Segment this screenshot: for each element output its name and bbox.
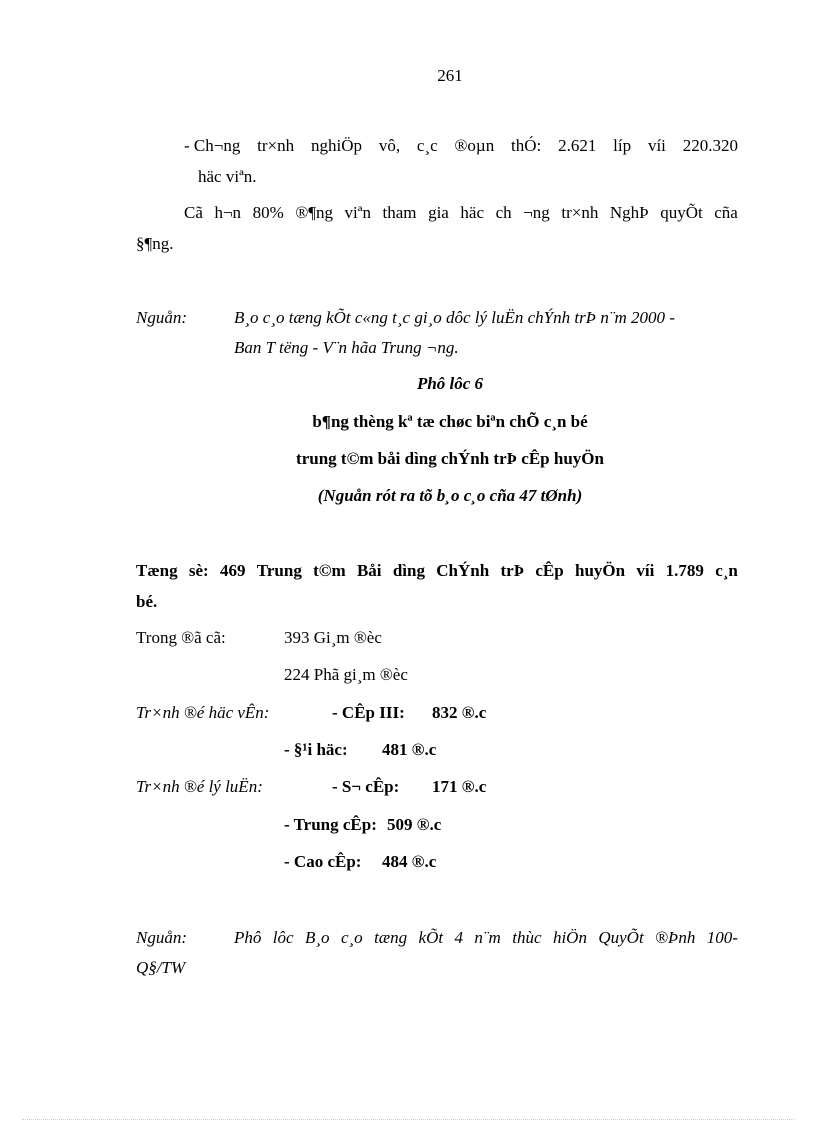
word: h¬n — [214, 203, 242, 222]
paragraph-1-line-2: häc viªn. — [198, 167, 257, 186]
word: ®¶ng — [295, 203, 333, 222]
word: c¸c — [416, 136, 438, 155]
summary-line-2: bé. — [136, 592, 158, 611]
word: 1.789 — [665, 561, 704, 580]
daihoc-label: - §¹i häc: — [284, 740, 348, 759]
word: ®Þnh — [655, 928, 696, 947]
daihoc-value: 481 ®.c — [382, 740, 437, 759]
word: t©m — [313, 561, 346, 580]
word: Trung — [256, 561, 302, 580]
word: 2.621 — [558, 136, 597, 155]
source-1-line-1: B¸o c¸o tæng kÕt c«ng t¸c gi¸o dôc lý luËn chÝnh trÞ n¨m 2000 - — [234, 308, 675, 327]
word: 469 — [220, 561, 246, 580]
trungcap-label: - Trung cÊp: — [284, 815, 377, 834]
word: líp — [613, 136, 632, 155]
socap-label: - S¬ cÊp: — [332, 777, 400, 796]
word: dìng — [392, 561, 425, 580]
word: ®oµn — [454, 136, 495, 155]
caocap-value: 484 ®.c — [382, 852, 437, 871]
word: nghiÖp — [310, 136, 362, 155]
word: ChÝnh — [436, 561, 490, 580]
word: víi — [636, 561, 655, 580]
word: ch — [495, 203, 512, 222]
word: viªn — [344, 203, 371, 222]
word: häc — [460, 203, 485, 222]
word: tr×nh — [257, 136, 295, 155]
word: trÞ — [500, 561, 525, 580]
word: tham — [382, 203, 417, 222]
word: kÕt — [418, 928, 444, 947]
paragraph-2-line-2: §¶ng. — [136, 234, 174, 253]
paragraph-1-line-1 — [184, 136, 738, 156]
word: 220.320 — [682, 136, 738, 155]
trong-do-label: Trong ®ã cã: — [136, 628, 226, 647]
word: huyÖn — [575, 561, 626, 580]
cap3-label: - CÊp III: — [332, 703, 405, 722]
source-2-line-1 — [234, 928, 738, 948]
word: Båi — [356, 561, 382, 580]
theory-label: Tr×nh ®é lý luËn: — [136, 777, 263, 796]
word: QuyÕt — [598, 928, 644, 947]
appendix-heading-2: trung t©m båi dìng chÝnh trÞ cÊp huyÖn — [296, 449, 604, 468]
page-bottom-divider — [22, 1119, 794, 1120]
page-number: 261 — [437, 66, 463, 85]
word: quyÕt — [660, 203, 703, 222]
word: hiÖn — [552, 928, 587, 947]
word: c¸n — [715, 561, 738, 580]
education-label: Tr×nh ®é häc vÊn: — [136, 703, 270, 722]
pho-giam-doc-count: 224 Phã gi¸m ®èc — [284, 665, 408, 684]
word: thùc — [512, 928, 542, 947]
word: Cã — [184, 203, 203, 222]
cap3-value: 832 ®.c — [432, 703, 487, 722]
socap-value: 171 ®.c — [432, 777, 487, 796]
word: cña — [714, 203, 738, 222]
word: 100- — [706, 928, 738, 947]
word: c¸o — [340, 928, 363, 947]
caocap-label: - Cao cÊp: — [284, 852, 362, 871]
word: sè: — [188, 561, 209, 580]
word: tr×nh — [561, 203, 599, 222]
paragraph-2-line-1 — [184, 203, 738, 223]
source-1-label: Nguån: — [136, 308, 187, 327]
word: Tæng — [136, 561, 178, 580]
appendix-source-note: (Nguån rót ra tõ b¸o c¸o cña 47 tØnh) — [317, 486, 583, 505]
word: Phô — [234, 928, 262, 947]
word: n¨m — [474, 928, 501, 947]
word: B¸o — [304, 928, 330, 947]
giam-doc-count: 393 Gi¸m ®èc — [284, 628, 382, 647]
source-1-line-2: Ban T tëng - V¨n hãa Trung ¬ng. — [234, 338, 459, 357]
word: NghÞ — [609, 203, 649, 222]
word: 80% — [252, 203, 284, 222]
summary-line-1 — [136, 561, 738, 581]
word: víi — [647, 136, 666, 155]
word: thÓ: — [511, 136, 542, 155]
word: cÊp — [535, 561, 564, 580]
appendix-heading-1: b¶ng thèng kª tæ chøc biªn chÕ c¸n bé — [312, 412, 588, 431]
word: tæng — [374, 928, 408, 947]
word: lôc — [272, 928, 294, 947]
appendix-title: Phô lôc 6 — [416, 374, 484, 393]
word: ¬ng — [523, 203, 550, 222]
source-2-label: Nguån: — [136, 928, 187, 947]
word: gia — [428, 203, 449, 222]
trungcap-value: 509 ®.c — [387, 815, 442, 834]
word: vô, — [378, 136, 401, 155]
source-2-line-2: Q§/TW — [136, 958, 186, 977]
word: 4 — [454, 928, 463, 947]
word: - Ch¬ng — [184, 136, 241, 155]
